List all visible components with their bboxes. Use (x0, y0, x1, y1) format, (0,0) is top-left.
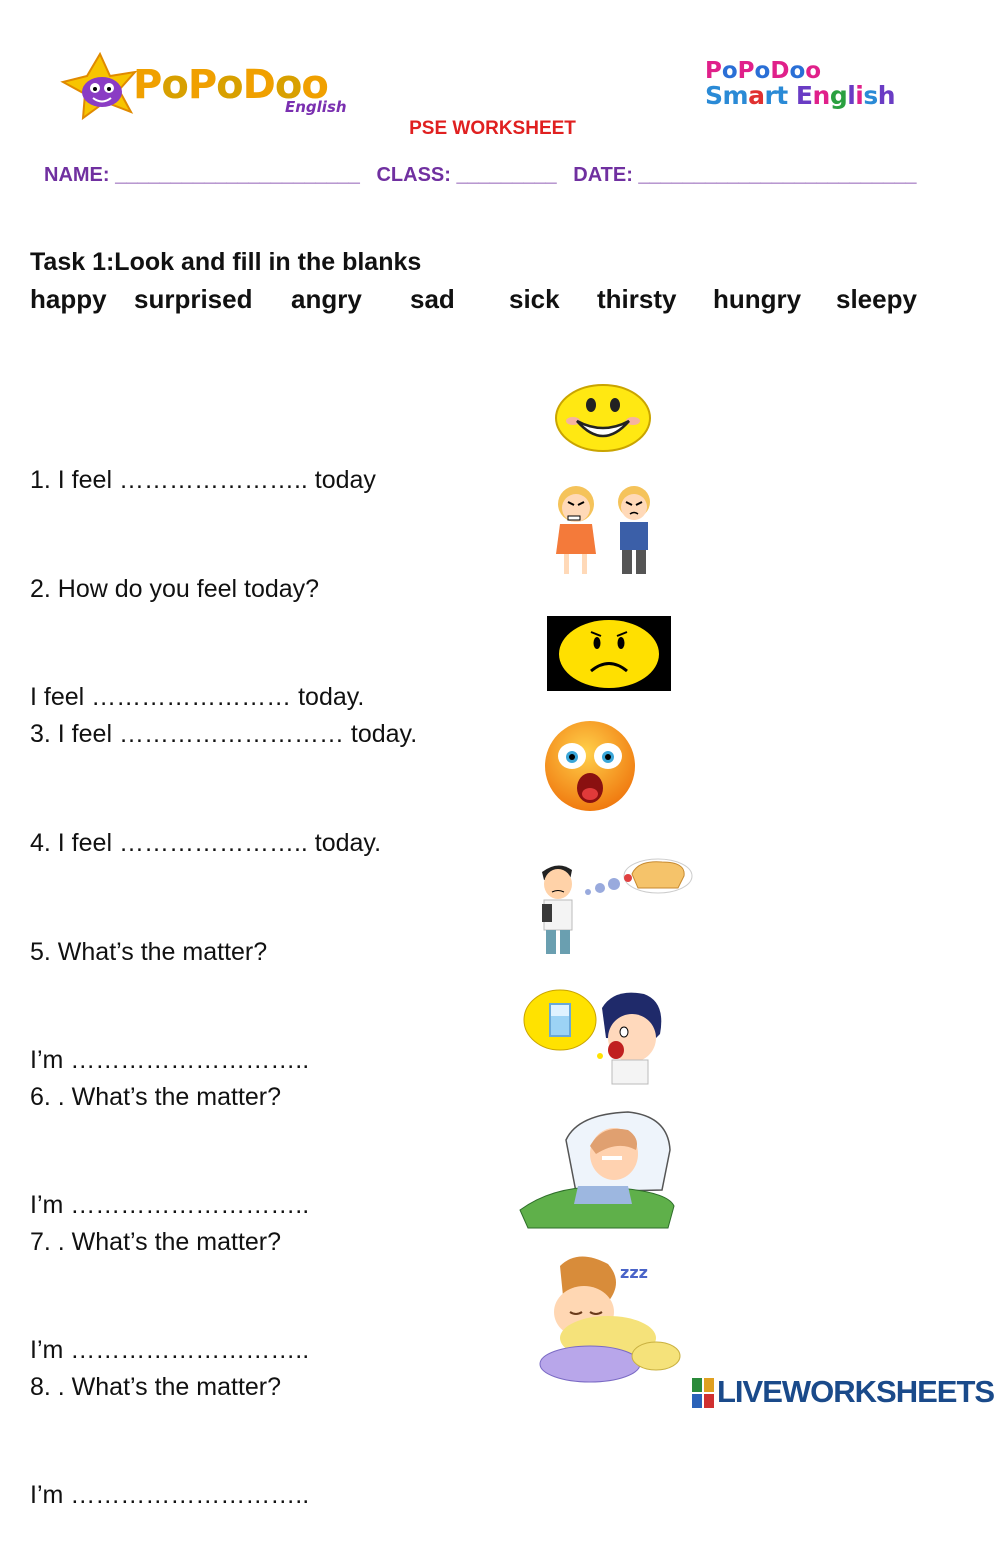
answer-line: I’m ……………………….. (30, 1191, 310, 1219)
answer-line: I’m ……………………….. (30, 1046, 310, 1074)
happy-face-icon (553, 383, 653, 453)
student-info-line[interactable]: NAME: ______________________ CLASS: _________ DATE: _________________________ (44, 164, 917, 186)
sad-face-icon (547, 616, 671, 691)
worksheet-title: PSE WORKSHEET (409, 118, 576, 139)
thirsty-boy-icon (520, 988, 668, 1088)
logo-right-line1: PoPoDoo (705, 58, 822, 84)
liveworksheets-brand[interactable] (692, 1374, 995, 1410)
word-bank-item: sad (410, 284, 455, 314)
word-bank-item: angry (291, 284, 362, 314)
question-line: 4. I feel ………………….. today. (30, 829, 382, 857)
word-bank-item: hungry (713, 284, 802, 314)
sleepy-girl-icon (538, 1246, 688, 1388)
surprised-face-icon (542, 720, 638, 812)
hungry-boy-icon (528, 858, 694, 958)
question-line: 8. . What’s the matter? (30, 1373, 282, 1401)
popodoo-smart-english-logo (705, 60, 955, 112)
task-title: Task 1:Look and fill in the blanks (30, 248, 422, 276)
answer-line: I feel …………………… today. (30, 683, 365, 711)
answer-line: I’m ……………………….. (30, 1481, 310, 1509)
question-line: 3. I feel ……………………… today. (30, 720, 418, 748)
word-bank-item: thirsty (597, 284, 677, 314)
liveworksheets-logo-icon (692, 1378, 714, 1408)
logo-left-sub: English (285, 98, 347, 116)
word-bank-item: surprised (134, 284, 253, 314)
liveworksheets-text: LIVEWORKSHEETS (717, 1374, 995, 1409)
sick-boy-in-bed-icon (518, 1110, 678, 1230)
angry-children-icon (546, 480, 668, 580)
question-line: 7. . What’s the matter? (30, 1228, 282, 1256)
word-bank-item: happy (30, 284, 107, 314)
popodoo-logo (55, 52, 365, 122)
logo-left-word: PoPoDoo (133, 62, 328, 108)
logo-right-line2: Smart English (705, 81, 896, 110)
answer-line: I’m ……………………….. (30, 1336, 310, 1364)
word-bank-item: sleepy (836, 284, 917, 314)
question-8[interactable] (30, 1297, 309, 1549)
svg-text:zzz: zzz (620, 1263, 648, 1282)
word-bank-item: sick (509, 284, 560, 314)
question-line: 1. I feel ………………….. today (30, 466, 376, 494)
question-line: 6. . What’s the matter? (30, 1083, 282, 1111)
question-line: 2. How do you feel today? (30, 575, 320, 603)
question-line: 5. What’s the matter? (30, 938, 268, 966)
